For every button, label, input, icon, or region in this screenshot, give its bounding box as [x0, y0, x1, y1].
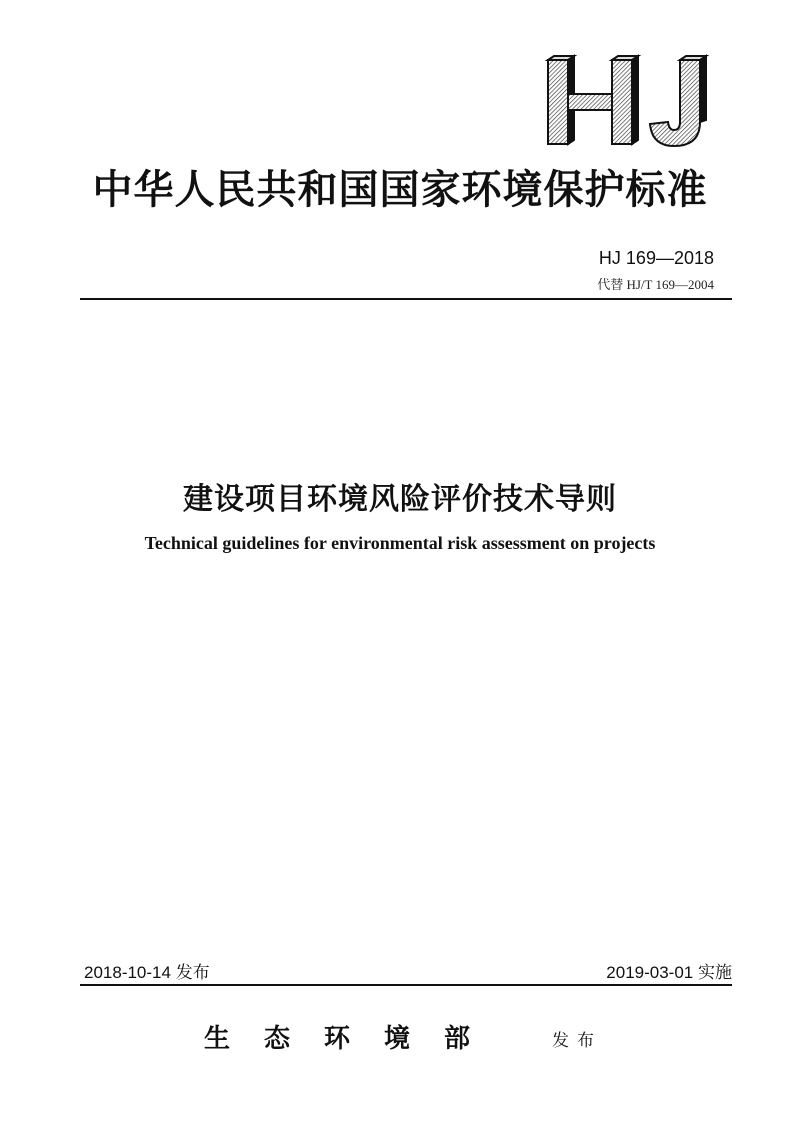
issue-date: [84, 958, 210, 983]
hj-logo-icon: [540, 52, 710, 152]
issuing-authority: 生态环境部: [204, 1024, 505, 1054]
effective-date-value: 2019-03-01: [606, 963, 694, 982]
replaces-standard: 代替 HJ/T 169—2004: [597, 277, 714, 292]
effective-date-suffix: 实施: [698, 963, 732, 983]
issue-date-value: 2018-10-14: [84, 963, 171, 982]
hj-logo: [540, 52, 710, 152]
top-divider: [80, 298, 732, 300]
issue-date-suffix: 发布: [175, 963, 210, 983]
effective-date: [606, 958, 732, 983]
issuing-action: 发布: [552, 1031, 602, 1051]
document-title-english: Technical guidelines for environmental risk assessment on projects: [144, 533, 656, 553]
standard-number: HJ 169—2018: [598, 248, 714, 268]
bottom-divider: [80, 984, 732, 986]
standard-series-title: 中华人民共和国国家环境保护标准: [92, 166, 708, 213]
document-title-chinese: 建设项目环境风险评价技术导则: [183, 482, 617, 517]
